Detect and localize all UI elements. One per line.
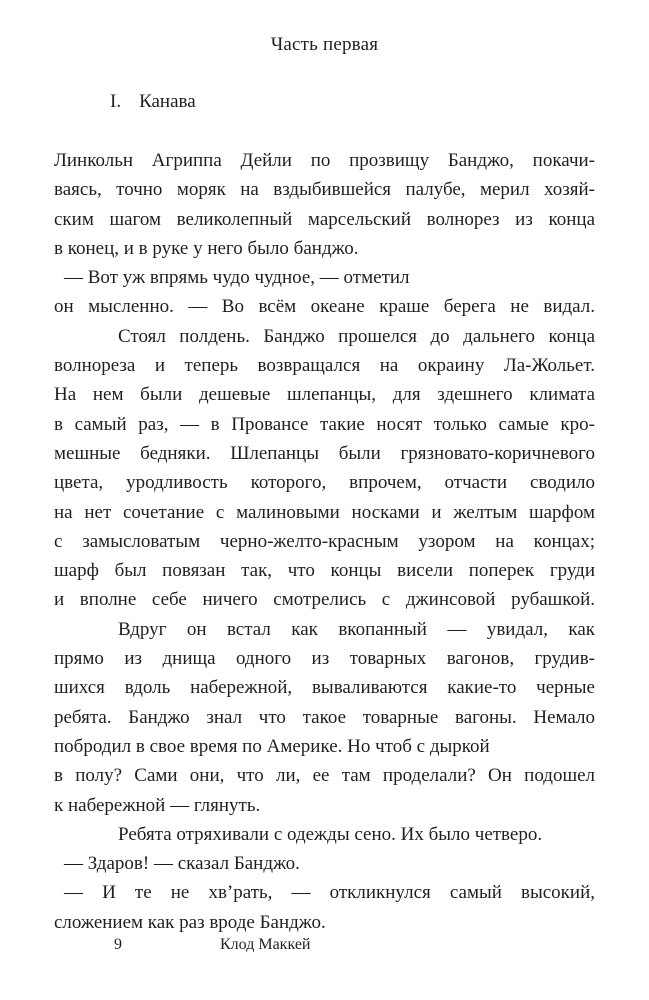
text-line: шарф был повязан так, что концы висели поперек груди — [54, 560, 595, 582]
chapter-heading — [110, 91, 196, 113]
text-line: — Вот уж впрямь чудо чудное, — отметил — [64, 267, 410, 289]
text-line: с замысловатым черно-желто-красным узором на концах; — [54, 530, 595, 552]
text-line: он мысленно. — Во всём океане краше берега не видал. — [54, 296, 595, 318]
text-line: в самый раз, — в Провансе такие носят только самые кро- — [54, 413, 595, 435]
text-line: и вполне себе ничего смотрелись с джинсовой рубашкой. — [54, 589, 595, 611]
text-line: — И те не хв’рать, — откликнулся самый высокий, — [64, 882, 595, 904]
text-line: сложением как раз вроде Банджо. — [54, 911, 326, 933]
text-line: На нем были дешевые шлепанцы, для здешнего климата — [54, 384, 595, 406]
text-line: Линкольн Агриппа Дейли по прозвищу Банджо, покачи- — [54, 150, 595, 171]
text-line: Вдруг он встал как вкопанный — увидал, как — [118, 618, 595, 640]
page-footer — [0, 936, 649, 960]
text-line: шихся вдоль набережной, вываливаются какие-то черные — [54, 677, 595, 699]
text-line: ским шагом великолепный марсельский волнорез из конца — [54, 208, 595, 230]
part-title: Часть первая — [270, 34, 379, 55]
text-line: к набережной — глянуть. — [54, 794, 261, 816]
text-line: цвета, уродливость которого, впрочем, отчасти сводило — [54, 472, 595, 494]
text-line: прямо из днища одного из товарных вагонов, грудив- — [54, 648, 595, 670]
text-line: ребята. Банджо знал что такое товарные вагоны. Немало — [54, 706, 595, 728]
chapter-title: Канава — [139, 91, 196, 112]
text-line: ваясь, точно моряк на вздыбившейся палубе, мерил хозяй- — [54, 179, 595, 201]
body-text — [54, 146, 595, 937]
text-line: — Здаров! — сказал Банджо. — [64, 853, 300, 875]
text-line: волнореза и теперь возвращался на окраину Ла-Жольет. — [54, 355, 595, 377]
text-line: в полу? Сами они, что ли, ее там проделали? Он подошел — [54, 765, 595, 787]
text-line: Стоял полдень. Банджо прошелся до дальнего конца — [118, 325, 595, 347]
text-line: на нет сочетание с малиновыми носками и желтым шарфом — [54, 501, 595, 523]
running-footer-author: Клод Маккей — [220, 936, 311, 953]
chapter-number: I. — [110, 91, 122, 112]
text-line: мешные бедняки. Шлепанцы были грязновато-коричневого — [54, 442, 595, 464]
text-line: в конец, и в руке у него было банджо. — [54, 237, 359, 259]
page-number: 9 — [114, 936, 122, 953]
text-line: побродил в свое время по Америке. Но чтоб с дыркой — [54, 735, 490, 757]
text-line: Ребята отряхивали с одежды сено. Их было четверо. — [118, 823, 543, 845]
